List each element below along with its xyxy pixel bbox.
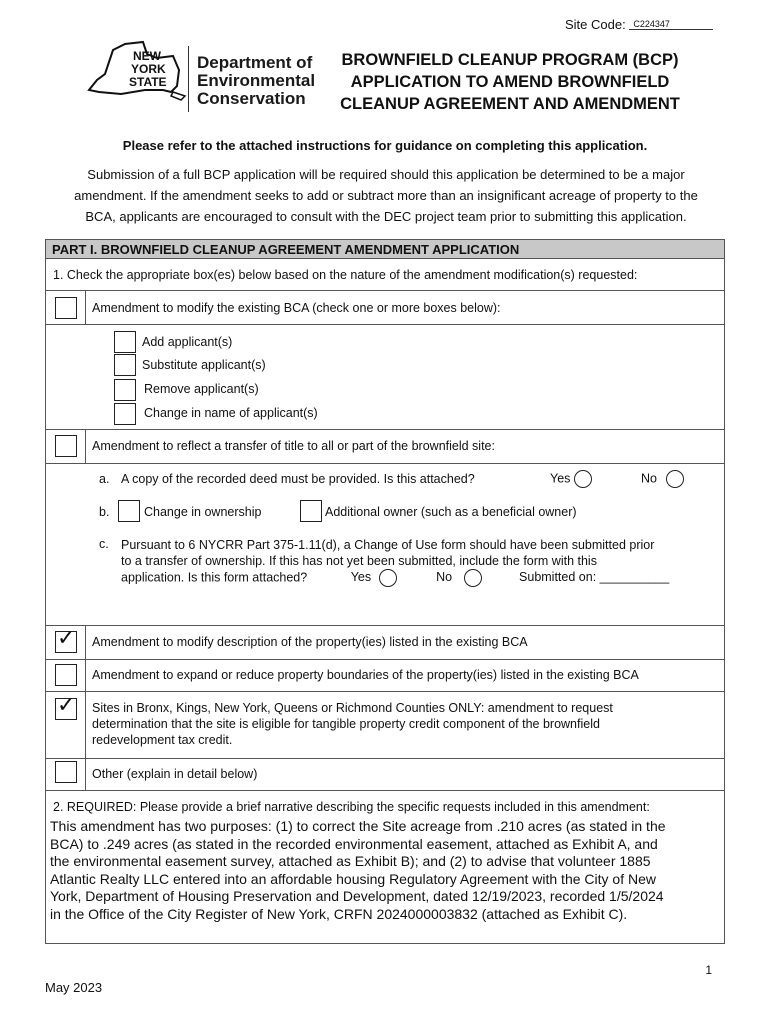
intro-line: amendment. If the amendment seeks to add or subtract more than an insignificant acreage of property to the xyxy=(74,188,698,203)
other-checkbox[interactable] xyxy=(55,761,77,783)
substitute-applicant-checkbox[interactable] xyxy=(114,354,136,376)
item-c-no-radio[interactable] xyxy=(464,569,482,587)
intro-paragraph xyxy=(50,164,722,227)
item-a-yes-radio[interactable] xyxy=(574,470,592,488)
site-code xyxy=(565,17,713,32)
modify-description-label: Amendment to modify description of the property(ies) listed in the existing BCA xyxy=(92,635,528,649)
title-line-2: APPLICATION TO AMEND BROWNFIELD xyxy=(350,73,670,91)
logo-text-new: NEW xyxy=(133,49,161,63)
other-label: Other (explain in detail below) xyxy=(92,767,258,781)
item-c-yes-label: Yes xyxy=(350,570,372,585)
change-ownership-checkbox[interactable] xyxy=(118,500,140,522)
dept-line-2: Environmental xyxy=(197,71,316,90)
narrative-text[interactable]: This amendment has two purposes: (1) to correct the Site acreage from .210 acres (as stated in the BCA) to .249 acres (as stated in the recorded environmental easement, attached as Exhibit A, and the environmental easement survey, attached as Exhibit B); and (2) to advise that volunteer 1885 Atlantic Realty LLC entered into an affordable housing Regulatory Agreement with the City of New York, Department of Housing Preservation and Development, dated 12/19/2023, recorded 1/5/2024 in the Office of the City Register of New York, CRFN 2024000003832 (attached as Exhibit C). xyxy=(50,818,666,922)
item-c-line: Pursuant to 6 NYCRR Part 375-1.11(d), a Change of Use form should have been submitted prior xyxy=(121,538,655,552)
item-a-yes xyxy=(550,470,592,488)
title-line-3: CLEANUP AGREEMENT AND AMENDMENT xyxy=(340,95,680,113)
additional-owner-label: Additional owner (such as a beneficial owner) xyxy=(325,505,577,519)
logo-text-york: YORK xyxy=(131,62,166,76)
part1-form xyxy=(45,239,725,944)
title-line-1: BROWNFIELD CLEANUP PROGRAM (BCP) xyxy=(341,51,679,69)
dept-line-3: Conservation xyxy=(197,89,306,108)
additional-owner-checkbox[interactable] xyxy=(300,500,322,522)
check-mark-icon: ✓ xyxy=(57,626,76,651)
transfer-title-label: Amendment to reflect a transfer of title to all or part of the brownfield site: xyxy=(92,439,495,453)
add-applicant-checkbox[interactable] xyxy=(114,331,136,353)
expand-boundaries-checkbox[interactable] xyxy=(55,664,77,686)
question-2: 2. REQUIRED: Please provide a brief narrative describing the specific requests included in this amendment: xyxy=(53,800,650,814)
no-label: No xyxy=(641,471,657,486)
add-applicant-label: Add applicant(s) xyxy=(142,335,233,349)
part1-header: PART I. BROWNFIELD CLEANUP AGREEMENT AMENDMENT APPLICATION xyxy=(46,240,724,258)
change-ownership-label: Change in ownership xyxy=(144,505,262,519)
tangible-credit-label: Sites in Bronx, Kings, New York, Queens or Richmond Counties ONLY: amendment to request determination that the site is eligible for tangible property credit component of the brownfield redevelopment tax credit. xyxy=(92,701,613,747)
remove-applicant-label: Remove applicant(s) xyxy=(144,382,259,396)
site-code-field[interactable]: C224347 xyxy=(629,19,713,30)
item-c-line-3: application. Is this form attached? Yes No Submitted on: __________ xyxy=(121,569,669,587)
modify-bca-label: Amendment to modify the existing BCA (check one or more boxes below): xyxy=(92,301,501,315)
remove-applicant-checkbox[interactable] xyxy=(114,379,136,401)
item-c-line: to a transfer of ownership. If this has not yet been submitted, include the form with this xyxy=(121,554,597,568)
item-c-prefix: c. xyxy=(99,537,109,551)
item-a-no-radio[interactable] xyxy=(666,470,684,488)
substitute-applicant-label: Substitute applicant(s) xyxy=(142,358,266,372)
modify-bca-checkbox[interactable] xyxy=(55,297,77,319)
item-a-prefix: a. xyxy=(99,472,110,486)
document-title xyxy=(315,49,705,115)
yes-label: Yes xyxy=(550,471,571,486)
tangible-credit-checkbox[interactable] xyxy=(55,693,77,720)
transfer-title-checkbox[interactable] xyxy=(55,435,77,457)
question-1: 1. Check the appropriate box(es) below based on the nature of the amendment modification(s) requested: xyxy=(53,268,638,282)
item-a-text: A copy of the recorded deed must be provided. Is this attached? xyxy=(121,472,475,486)
intro-line: BCA, applicants are encouraged to consult with the DEC project team prior to submitting this application. xyxy=(85,209,687,224)
footer-date: May 2023 xyxy=(45,980,103,995)
check-mark-icon: ✓ xyxy=(57,693,76,718)
instructions-note: Please refer to the attached instructions for guidance on completing this application. xyxy=(122,138,648,153)
item-a-no xyxy=(641,470,684,488)
submitted-on-field[interactable]: Submitted on: __________ xyxy=(519,570,670,585)
item-c-yes-radio[interactable] xyxy=(379,569,397,587)
item-c-no-label: No xyxy=(436,570,453,585)
department-name xyxy=(197,54,315,108)
change-name-checkbox[interactable] xyxy=(114,403,136,425)
logo-divider xyxy=(188,46,189,112)
dept-line-1: Department of xyxy=(197,53,313,72)
modify-description-checkbox[interactable] xyxy=(55,626,77,653)
expand-boundaries-label: Amendment to expand or reduce property boundaries of the property(ies) listed in the existing BCA xyxy=(92,668,639,682)
logo-text-state: STATE xyxy=(129,75,167,89)
change-name-label: Change in name of applicant(s) xyxy=(144,406,318,420)
item-b-prefix: b. xyxy=(99,505,110,519)
site-code-label: Site Code: xyxy=(565,17,626,32)
item-c-text xyxy=(121,537,669,587)
page-number: 1 xyxy=(705,963,712,977)
intro-line: Submission of a full BCP application will be required should this application be determined to be a major xyxy=(87,167,685,182)
